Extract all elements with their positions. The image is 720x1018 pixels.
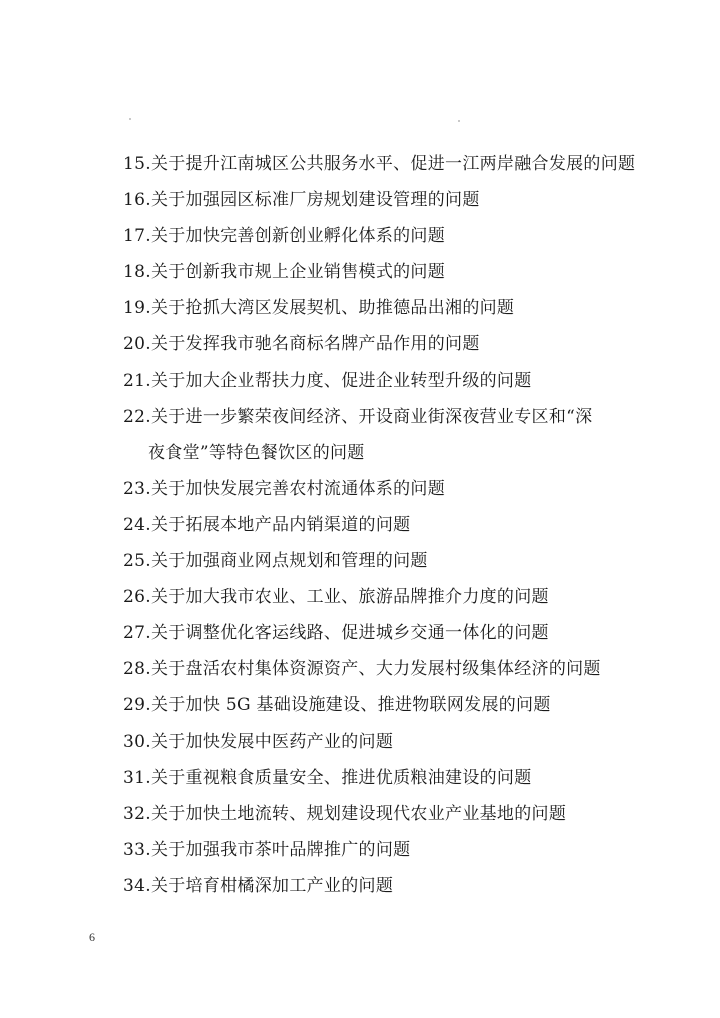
item-text: 关于进一步繁荣夜间经济、开设商业街深夜营业专区和“深 [150,406,593,427]
item-number: 15. [123,154,151,174]
item-number: 18. [123,262,151,283]
list-item [123,760,643,796]
list-item-continuation [123,435,643,471]
item-text: 关于加快 5G 基础设施建设、推进物联网发展的问题 [150,695,551,716]
item-text: 关于加强我市茶叶品牌推广的问题 [150,839,411,860]
item-number: 16. [123,190,151,211]
item-text: 关于加强商业网点规划和管理的问题 [150,551,428,572]
item-text: 关于创新我市规上企业销售模式的问题 [150,262,446,283]
item-text: 关于盘活农村集体资源资产、大力发展村级集体经济的问题 [150,659,601,680]
item-text: 关于抢抓大湾区发展契机、助推德品出湘的问题 [150,298,515,319]
list-item [123,146,643,182]
list-item [123,290,643,326]
item-number: 34. [123,875,151,896]
item-text: 关于提升江南城区公共服务水平、促进一江两岸融合发展的问题 [150,154,636,174]
list-item [123,651,643,687]
item-number: 27. [123,623,151,644]
item-text: 关于加快完善创新创业孵化体系的问题 [150,226,446,247]
list-item [123,687,643,723]
list-item [123,796,643,832]
item-text: 关于加大我市农业、工业、旅游品牌推介力度的问题 [150,587,549,608]
list-item [123,543,643,579]
list-item [123,363,643,399]
item-text: 夜食堂”等特色餐饮区的问题 [148,442,365,463]
list-item [123,218,643,254]
list-item [123,579,643,615]
list-item [123,832,643,868]
item-number: 28. [123,659,151,680]
list-item [123,507,643,543]
list-item [123,399,643,435]
item-number: 22. [123,406,151,427]
scan-speck [129,118,131,120]
list-item [123,182,643,218]
item-number: 23. [123,478,151,499]
item-text: 关于培育柑橘深加工产业的问题 [150,875,394,896]
item-text: 关于加快发展完善农村流通体系的问题 [150,478,446,499]
item-number: 19. [123,298,151,319]
page-number: 6 [89,930,95,944]
issue-list [123,146,643,904]
list-item [123,254,643,290]
item-number: 25. [123,551,151,572]
list-item [123,471,643,507]
item-number: 30. [123,731,151,752]
item-number: 24. [123,514,151,535]
item-text: 关于加快土地流转、规划建设现代农业产业基地的问题 [150,803,567,824]
item-number: 17. [123,226,151,247]
scan-speck [458,120,460,122]
item-number: 29. [123,695,151,716]
item-text: 关于拓展本地产品内销渠道的问题 [150,514,411,535]
item-number: 26. [123,587,151,608]
item-number: 32. [123,803,151,824]
item-text: 关于调整优化客运线路、促进城乡交通一体化的问题 [150,623,549,644]
item-text: 关于加快发展中医药产业的问题 [150,731,394,752]
item-number: 21. [123,370,151,391]
item-text: 关于发挥我市驰名商标名牌产品作用的问题 [150,334,480,355]
list-item [123,326,643,362]
item-text: 关于加强园区标准厂房规划建设管理的问题 [150,190,480,211]
item-number: 33. [123,839,151,860]
item-text: 关于加大企业帮扶力度、促进企业转型升级的问题 [150,370,532,391]
item-text: 关于重视粮食质量安全、推进优质粮油建设的问题 [150,767,532,788]
item-number: 31. [123,767,151,788]
list-item [123,868,643,904]
item-number: 20. [123,334,151,355]
list-item [123,724,643,760]
list-item [123,615,643,651]
